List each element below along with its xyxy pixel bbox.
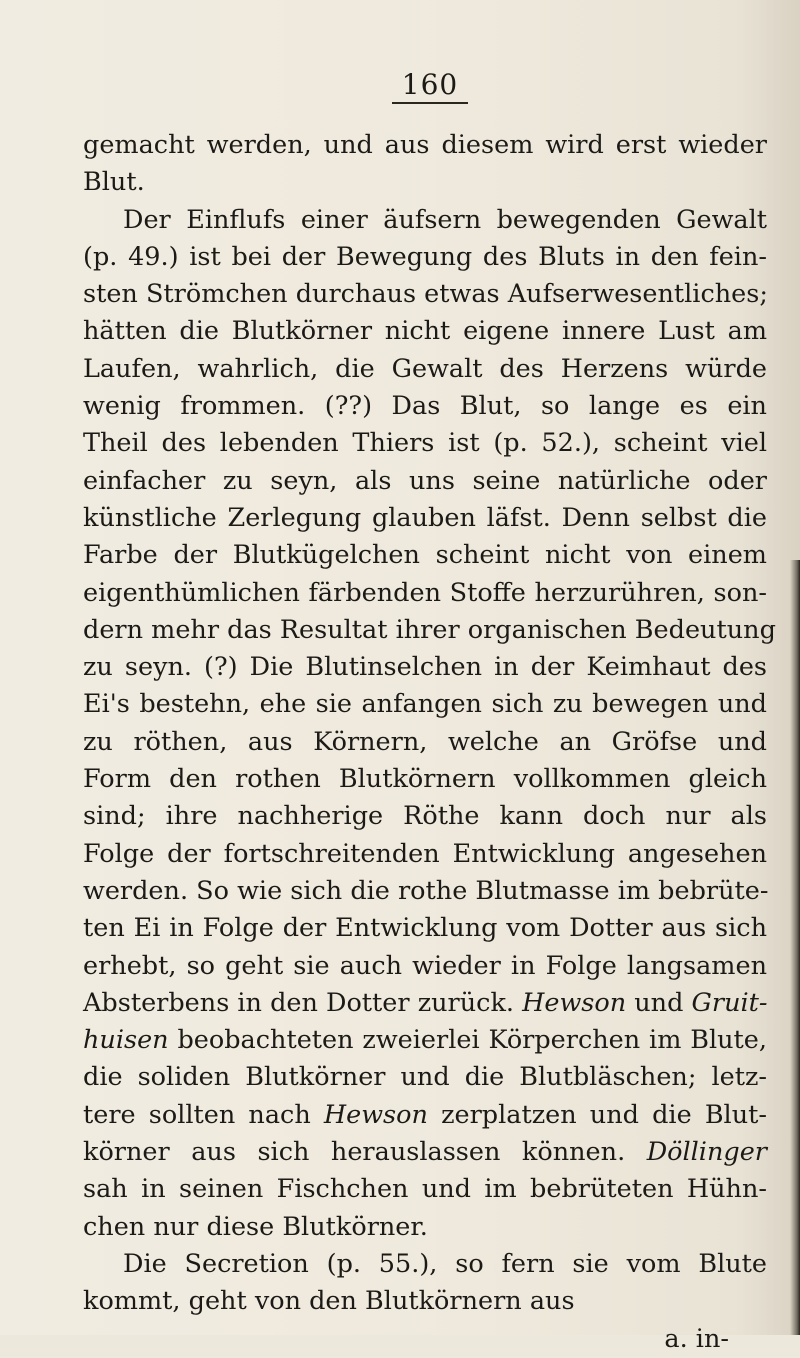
text-line: tere sollten nach Hewson zerplatzen und die Blut- <box>83 1099 768 1130</box>
text-line: Die Secretion (p. 55.), so fern sie vom Blute <box>123 1248 767 1279</box>
text-line: sten Strömchen durchaus etwas Aufserwesentliches; <box>83 279 768 310</box>
page-edge-shadow <box>790 560 800 1335</box>
text-line: sind; ihre nachherige Röthe kann doch nur als <box>83 801 767 832</box>
text-line: Ei's bestehn, ehe sie anfangen sich zu bewegen und <box>83 689 767 720</box>
page-number-text: 160 <box>392 70 468 104</box>
text-line: (p. 49.) ist bei der Bewegung des Bluts in den fein- <box>83 241 767 272</box>
author-name-gruithuisen: huisen <box>83 1025 169 1056</box>
text-line: zu röthen, aus Körnern, welche an Gröfse und <box>83 726 767 757</box>
text-line: Farbe der Blutkügelchen scheint nicht von einem <box>83 540 767 571</box>
author-name-hewson: Hewson <box>323 1099 428 1130</box>
author-name-hewson: Hewson <box>522 987 627 1018</box>
text-line: kommt, geht von den Blutkörnern aus <box>83 1286 575 1317</box>
text-line: Folge der fortschreitenden Entwicklung angesehen <box>83 838 767 869</box>
text-line: Blut. <box>83 167 145 198</box>
text-line: Theil des lebenden Thiers ist (p. 52.), scheint viel <box>83 428 767 459</box>
text-line: Der Einflufs einer äufsern bewegenden Gewalt <box>123 204 767 235</box>
text-line: dern mehr das Resultat ihrer organischen Bedeutung <box>83 614 776 645</box>
text-line: Absterbens in den Dotter zurück. Hewson und Gruit- <box>83 987 768 1018</box>
text-line: einfacher zu seyn, als uns seine natürliche oder <box>83 465 767 496</box>
text-line: gemacht werden, und aus diesem wird erst wieder <box>83 130 767 160</box>
author-name-doellinger: Döllinger <box>646 1137 767 1168</box>
body-text <box>83 127 776 1358</box>
text-line: zu seyn. (?) Die Blutinselchen in der Keimhaut des <box>83 652 767 683</box>
text-line: hätten die Blutkörner nicht eigene innere Lust am <box>83 316 767 347</box>
page-number <box>0 68 800 104</box>
text-line: Form den rothen Blutkörnern vollkommen gleich <box>83 764 767 795</box>
author-name-gruithuisen: Gruit- <box>691 987 768 1018</box>
text-line: werden. So wie sich die rothe Blutmasse im bebrüte- <box>83 875 769 906</box>
text-line: erhebt, so geht sie auch wieder in Folge langsamen <box>83 950 767 981</box>
text-line: Laufen, wahrlich, die Gewalt des Herzens würde <box>83 353 767 384</box>
text-line: sah in seinen Fischchen und im bebrüteten Hühn- <box>83 1174 767 1205</box>
text-line: chen nur diese Blutkörner. <box>83 1211 428 1242</box>
text-line: ten Ei in Folge der Entwicklung vom Dotter aus sich <box>83 913 767 944</box>
text-line: künstliche Zerlegung glauben läfst. Denn selbst die <box>83 502 767 533</box>
text-line: die soliden Blutkörner und die Blutbläschen; letz- <box>83 1062 767 1093</box>
text-line: wenig frommen. (??) Das Blut, so lange es ein <box>83 391 767 422</box>
text-line: eigenthümlichen färbenden Stoffe herzurühren, son- <box>83 577 767 608</box>
catchword: a. in- <box>664 1323 729 1354</box>
text-line: huisen beobachteten zweierlei Körperchen im Blute, <box>83 1025 767 1056</box>
text-line: körner aus sich herauslassen können. Döllinger <box>83 1137 767 1168</box>
